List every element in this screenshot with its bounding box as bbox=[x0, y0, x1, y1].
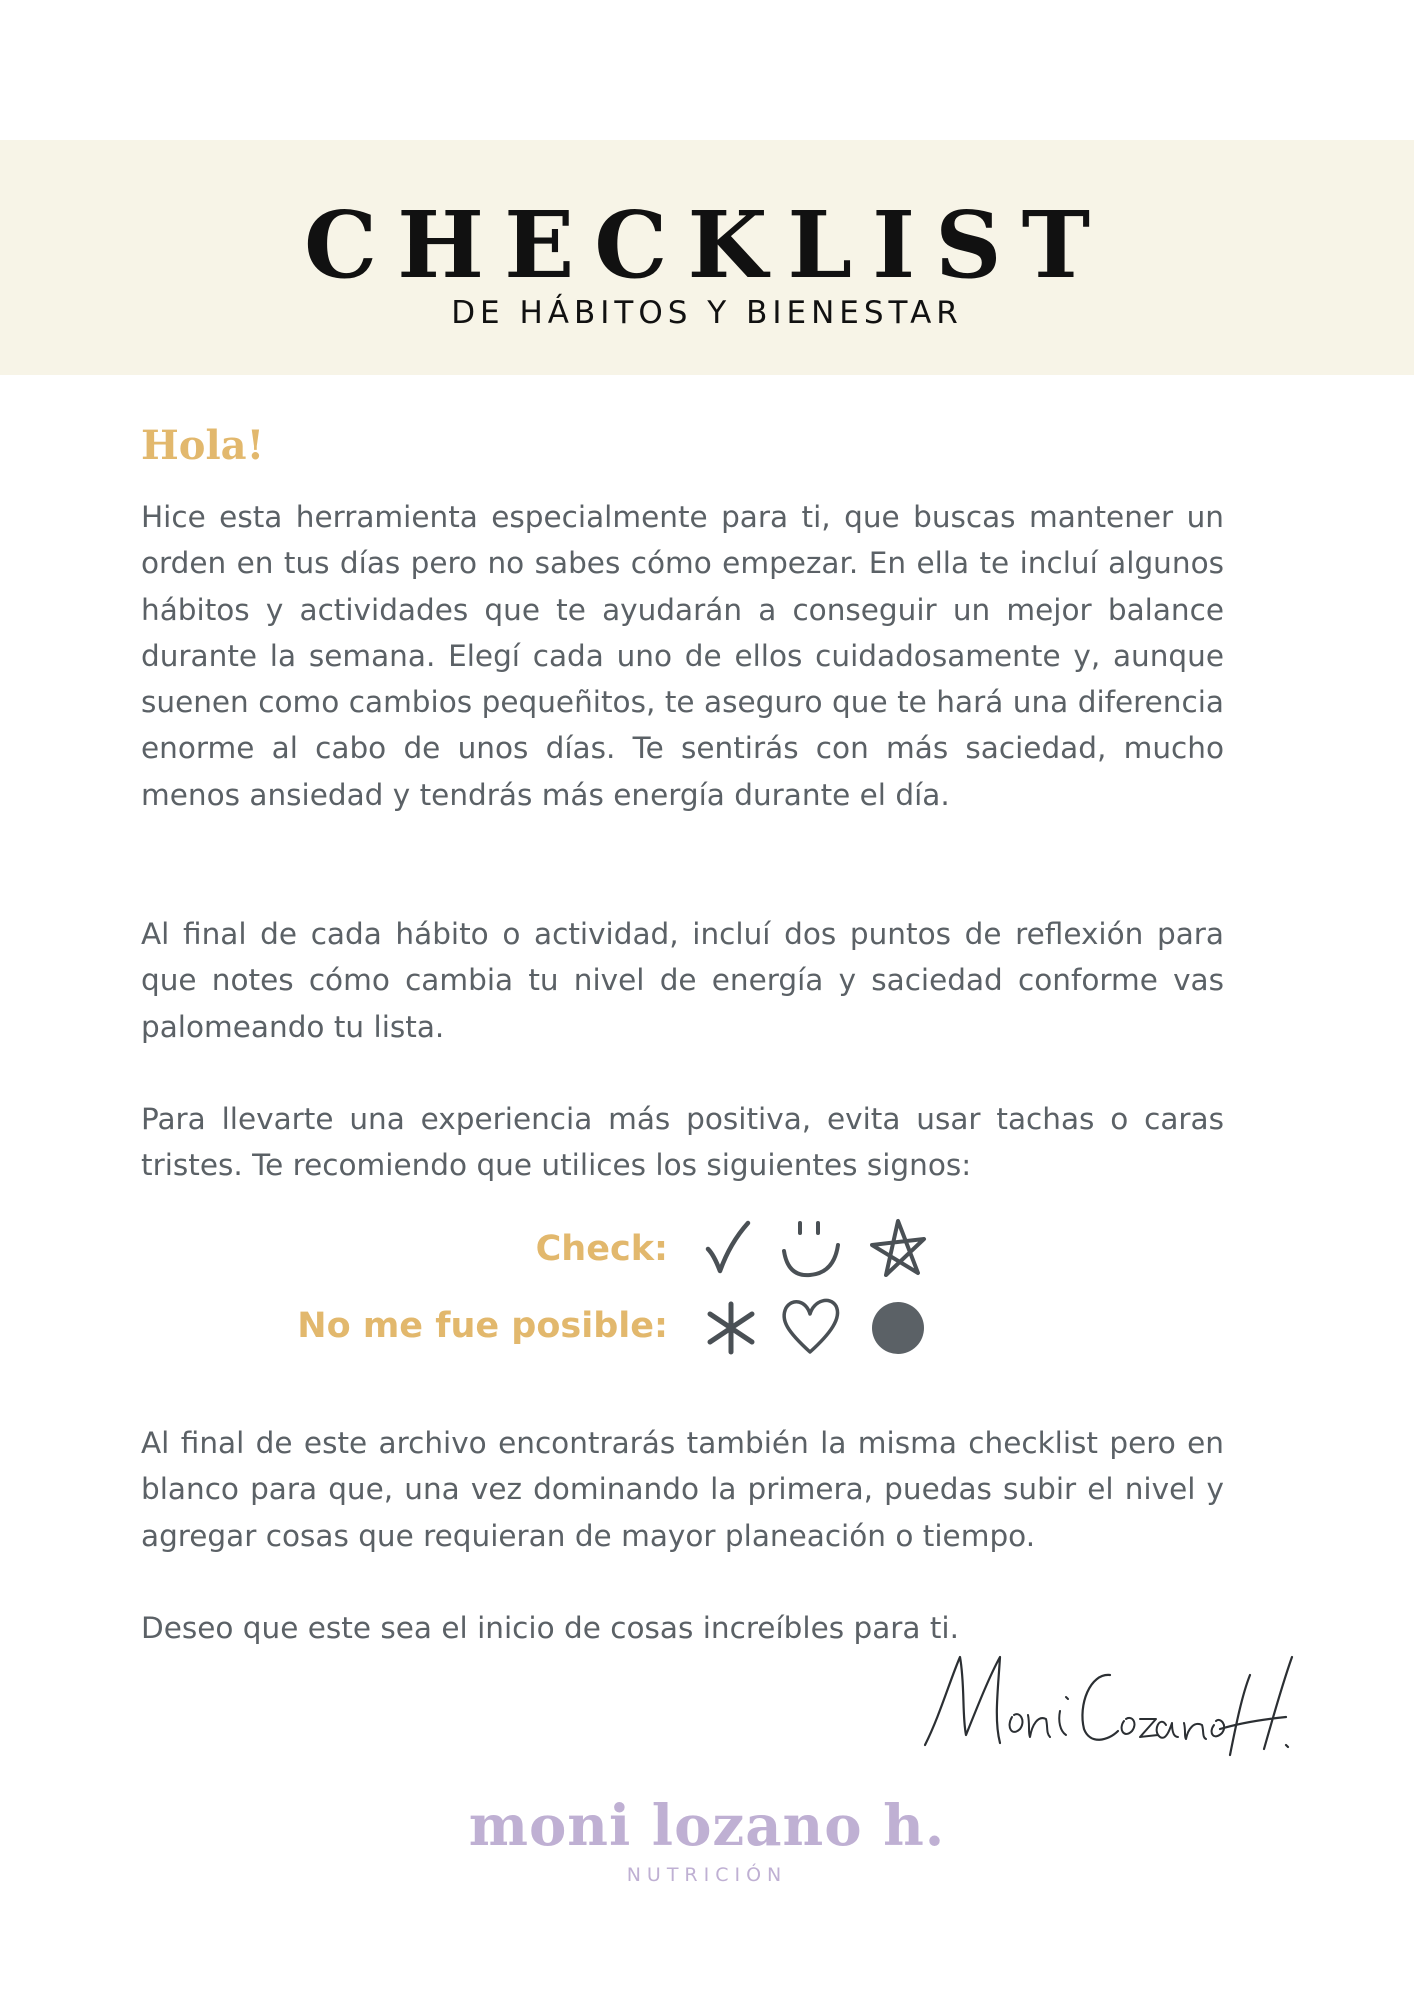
smiley-icon bbox=[778, 1215, 844, 1281]
blank-checklist-paragraph: Al final de este archivo encontrarás también la misma checklist pero en blanco para que, una vez dominando la primera, puedas subir el nivel y agregar cosas que requieran de mayor planeación o tiempo. bbox=[141, 1426, 1224, 1553]
asterisk-icon bbox=[698, 1292, 764, 1358]
brand-logo: moni lozano h. bbox=[468, 1793, 946, 1859]
check-label: Check: bbox=[535, 1229, 668, 1269]
dot-icon bbox=[866, 1292, 932, 1358]
heart-icon bbox=[778, 1292, 844, 1358]
closing-paragraph: Deseo que este sea el inicio de cosas increíbles para ti. bbox=[141, 1611, 959, 1645]
page-title: CHECKLIST bbox=[303, 191, 1111, 299]
intro-paragraph: Hice esta herramienta especialmente para ti, que buscas mantener un orden en tus días pero no sabes cómo empezar. En ella te incluí algunos hábitos y actividades que te ayudarán a conseguir un mejor balance durante la semana. Elegí cada uno de ellos cuidadosamente y, aunque suenen como cambios pequeñitos, te aseguro que te hará una diferencia enorme al cabo de unos días. Te sentirás con más saciedad, mucho menos ansiedad y tendrás más energía durante el día. bbox=[141, 500, 1224, 812]
page-subtitle: DE HÁBITOS Y BIENESTAR bbox=[451, 295, 963, 331]
signs-paragraph: Para llevarte una experiencia más positiva, evita usar tachas o caras tristes. Te recomiendo que utilices los siguientes signos: bbox=[141, 1102, 1224, 1183]
not-possible-label: No me fue posible: bbox=[297, 1306, 668, 1346]
brand-tagline: NUTRICIÓN bbox=[626, 1864, 788, 1886]
reflection-paragraph: Al final de cada hábito o actividad, incluí dos puntos de reflexión para que notes cómo cambia tu nivel de energía y saciedad conforme vas palomeando tu lista. bbox=[141, 917, 1224, 1044]
checkmark-icon bbox=[698, 1215, 764, 1281]
star-icon bbox=[866, 1215, 932, 1281]
handwritten-signature bbox=[920, 1645, 1300, 1765]
check-signs-row bbox=[0, 1215, 1414, 1285]
greeting-heading: Hola! bbox=[141, 422, 265, 469]
not-possible-signs-row bbox=[0, 1292, 1414, 1362]
